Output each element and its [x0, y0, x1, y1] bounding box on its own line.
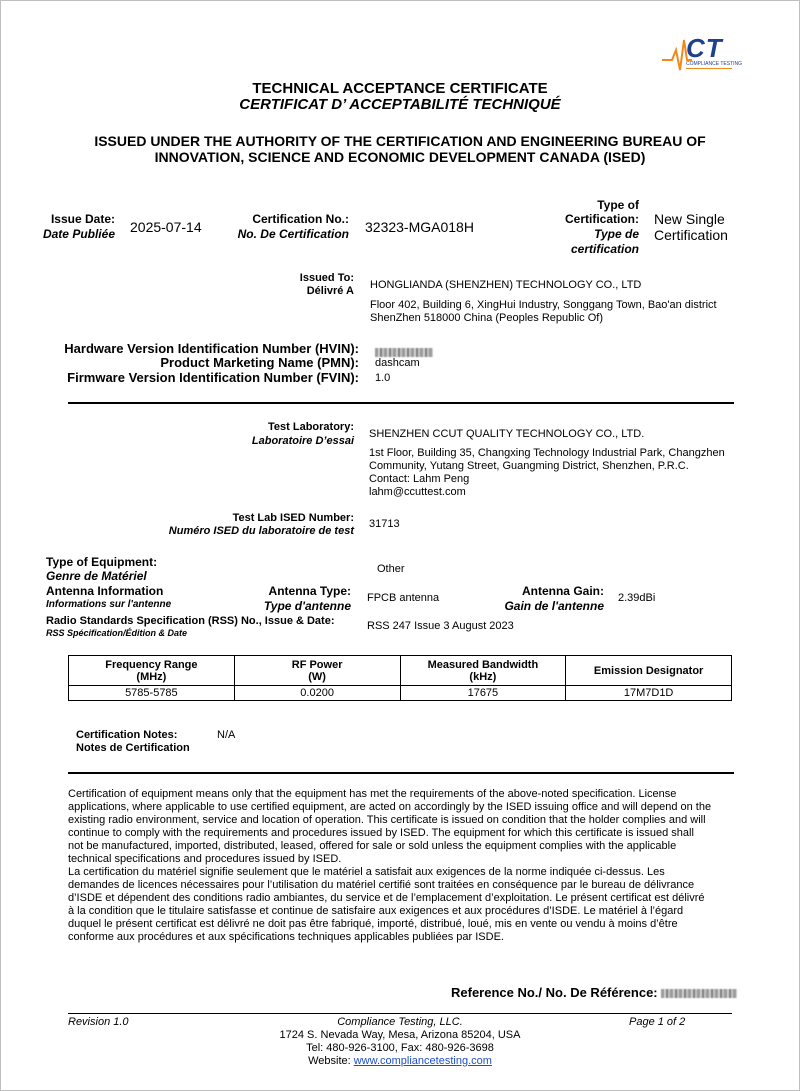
- test-lab-label: Test Laboratory:: [268, 421, 354, 433]
- antenna-type-label-fr: Type d'antenne: [263, 599, 351, 613]
- pmn-label: Product Marketing Name (PMN):: [160, 355, 359, 370]
- company-logo: [660, 33, 743, 82]
- legal-en-line-2: applications, where applicable to use certified equipment, are acted on accordingly by the ISED issuing office and will depend on the: [68, 801, 712, 813]
- certification-no-label: Certification No.:: [252, 212, 349, 226]
- logo-tagline: COMPLIANCE TESTING: [686, 61, 743, 67]
- cell-rf-power: 0.0200: [234, 686, 400, 701]
- antenna-gain-label-fr: Gain de l'antenne: [504, 599, 604, 613]
- rss-label: Radio Standards Specification (RSS) No., Issue & Date:: [46, 615, 335, 627]
- footer-revision: Revision 1.0: [68, 1016, 129, 1028]
- issued-to-address-2: ShenZhen 518000 China (Peoples Republic Of): [370, 312, 603, 324]
- notes-label: Certification Notes:: [76, 729, 178, 741]
- test-lab-name: SHENZHEN CCUT QUALITY TECHNOLOGY CO., LTD.: [369, 428, 645, 440]
- header-emission-designator: Emission Designator: [566, 656, 732, 686]
- header-frequency-range: Frequency Range (MHz): [69, 656, 235, 686]
- cert-type-label-fr-2: certification: [570, 242, 639, 256]
- footer-website-line: [0, 1055, 800, 1068]
- antenna-type-label: Antenna Type:: [268, 584, 351, 598]
- issue-date-value: 2025-07-14: [130, 219, 202, 235]
- divider-1: [68, 402, 734, 404]
- rss-label-fr: RSS Spécification/Édition & Date: [46, 628, 188, 638]
- test-lab-address-1: 1st Floor, Building 35, Changxing Technology Industrial Park, Changzhen: [369, 447, 725, 459]
- footer-phone: Tel: 480-926-3100, Fax: 480-926-3698: [306, 1042, 494, 1054]
- cert-type-value-1: New Single: [654, 211, 725, 227]
- antenna-info-label: Antenna Information: [46, 584, 164, 598]
- pmn-value: dashcam: [375, 357, 420, 369]
- cell-emission-designator: 17M7D1D: [566, 686, 732, 701]
- antenna-type-value: FPCB antenna: [367, 592, 440, 604]
- legal-fr-line-2: demandes de licences nécessaires pour l’utilisation du matériel certifié sont traitées en conséquence par le bureau de délivrance: [68, 879, 695, 891]
- legal-fr-line-1: La certification du matériel signifie seulement que le matériel a satisfait aux exigences de la norme indiquée ci-dessus. Les: [68, 866, 665, 878]
- antenna-gain-label: Antenna Gain:: [521, 584, 604, 598]
- authority-line-1: ISSUED UNDER THE AUTHORITY OF THE CERTIFICATION AND ENGINEERING BUREAU OF: [94, 133, 706, 149]
- logo-underline: [686, 68, 732, 69]
- authority-line-2: INNOVATION, SCIENCE AND ECONOMIC DEVELOPMENT CANADA (ISED): [154, 149, 646, 165]
- legal-en-line-5: not be manufactured, imported, distributed, leased, offered for sale or sold unless the equipment complies with the applicable: [68, 840, 677, 852]
- antenna-info-label-fr: Informations sur l'antenne: [46, 599, 172, 610]
- test-lab-contact: Contact: Lahm Peng: [369, 473, 470, 485]
- equipment-type-label-fr: Genre de Matériel: [46, 569, 147, 583]
- cert-type-label-fr-1: Type de: [594, 227, 639, 241]
- legal-en-line-4: continue to comply with the requirements and procedures issued by ISED. The equipment for which this certificate is issued shall: [68, 827, 694, 839]
- test-lab-ised-label: Test Lab ISED Number:: [232, 512, 354, 524]
- notes-label-fr: Notes de Certification: [76, 742, 190, 754]
- hvin-label: Hardware Version Identification Number (HVIN):: [64, 341, 359, 356]
- cert-type-value-2: Certification: [654, 227, 728, 243]
- logo-letters: CT: [686, 33, 723, 63]
- test-lab-ised-value: 31713: [369, 518, 400, 530]
- reference-line: [451, 985, 737, 1000]
- footer-company: Compliance Testing, LLC.: [337, 1016, 463, 1028]
- cert-type-label-1: Type of: [597, 198, 639, 212]
- legal-text: [68, 788, 748, 944]
- legal-fr-line-3: d’ISDE et dépendent des conditions radio ambiantes, du service et de l’emplacement d’exploitation. Le présent certificat est délivré: [68, 892, 705, 904]
- issued-to-address-1: Floor 402, Building 6, XingHui Industry, Songgang Town, Bao'an district: [370, 299, 717, 311]
- legal-fr-line-6: conforme aux procédures et aux spécifications techniques applicables publiées par ISDE.: [68, 931, 504, 943]
- cell-frequency-range: 5785-5785: [69, 686, 235, 701]
- issued-to-label: Issued To:: [299, 272, 354, 284]
- table-header-row: [69, 656, 732, 686]
- legal-fr-line-4: à la condition que le titulaire satisfasse et continue de satisfaire aux exigences et aux procédures d’ISDE. Le matériel à l’égard: [68, 905, 684, 917]
- certification-no-label-fr: No. De Certification: [237, 227, 349, 241]
- footer-website-link[interactable]: www.compliancetesting.com: [353, 1055, 492, 1067]
- reference-label: Reference No./ No. De Référence:: [451, 985, 658, 1000]
- equipment-type-value: Other: [377, 563, 405, 575]
- cell-measured-bandwidth: 17675: [400, 686, 566, 701]
- legal-en-line-3: existing radio environment, service and location of operation. This certificate is issued on condition that the holder complies and will: [68, 814, 706, 826]
- footer-address: 1724 S. Nevada Way, Mesa, Arizona 85204, USA: [279, 1029, 521, 1041]
- issued-to-company: HONGLIANDA (SHENZHEN) TECHNOLOGY CO., LTD: [370, 279, 642, 291]
- fvin-label: Firmware Version Identification Number (FVIN):: [67, 370, 359, 385]
- footer-divider: [68, 1013, 732, 1014]
- test-lab-email: lahm@ccuttest.com: [369, 486, 466, 498]
- footer-website-label: Website:: [308, 1055, 354, 1067]
- legal-en-line-6: technical specifications and procedures issued by ISED.: [68, 853, 342, 865]
- header-measured-bandwidth: Measured Bandwidth (kHz): [400, 656, 566, 686]
- table-row: [69, 686, 732, 701]
- title-fr: CERTIFICAT D’ ACCEPTABILITÉ TECHNIQUÉ: [239, 96, 561, 113]
- legal-en-line-1: Certification of equipment means only that the equipment has met the requirements of the above-noted specification. License: [68, 788, 677, 800]
- reference-value-redacted: [661, 989, 737, 998]
- title-en: TECHNICAL ACCEPTANCE CERTIFICATE: [252, 80, 548, 97]
- notes-value: N/A: [217, 729, 236, 741]
- divider-2: [68, 772, 734, 774]
- antenna-gain-value: 2.39dBi: [618, 592, 656, 604]
- rss-value: RSS 247 Issue 3 August 2023: [367, 620, 514, 632]
- test-lab-label-fr: Laboratoire D’essai: [251, 435, 354, 447]
- test-lab-ised-label-fr: Numéro ISED du laboratoire de test: [168, 525, 354, 537]
- issue-date-label-fr: Date Publiée: [42, 227, 115, 241]
- cert-type-label-2: Certification:: [564, 212, 639, 226]
- header-rf-power: RF Power (W): [234, 656, 400, 686]
- fvin-value: 1.0: [375, 372, 391, 384]
- issued-to-label-fr: Délivré A: [306, 285, 354, 297]
- test-lab-address-2: Community, Yutang Street, Guangming District, Shenzhen, P.R.C.: [369, 460, 689, 472]
- emission-table: [68, 655, 732, 701]
- legal-fr-line-5: duquel le présent certificat est délivré ne doit pas être fabriqué, importé, distribué, loué, mis en vente ou vendu à moins d’être: [68, 918, 678, 930]
- certification-no-value: 32323-MGA018H: [365, 219, 474, 235]
- footer-page: Page 1 of 2: [629, 1016, 686, 1028]
- equipment-type-label: Type of Equipment:: [46, 555, 158, 569]
- issue-date-label: Issue Date:: [50, 212, 115, 226]
